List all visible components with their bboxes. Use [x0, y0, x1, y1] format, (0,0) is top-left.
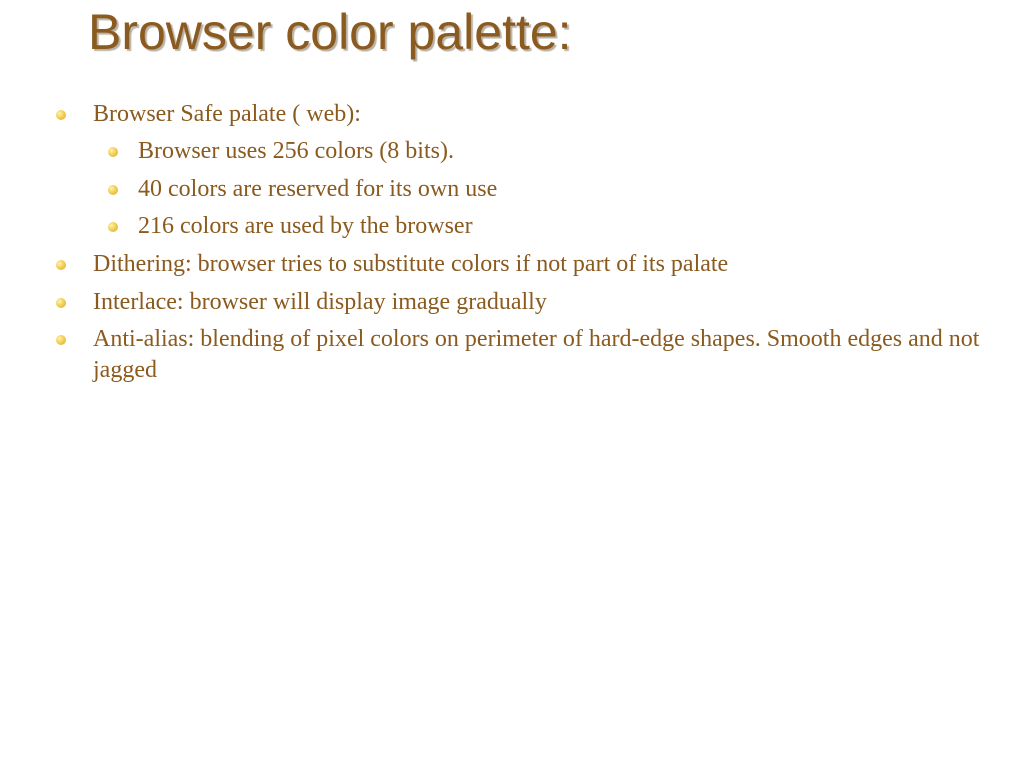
list-item-text: Browser uses 256 colors (8 bits). — [138, 138, 454, 164]
list-item-text: 216 colors are used by the browser — [138, 213, 473, 239]
bullet-dot-icon — [56, 298, 66, 308]
list-item — [93, 99, 998, 130]
list-item — [93, 249, 998, 280]
list-item — [138, 211, 998, 242]
list-item-text: Dithering: browser tries to substitute colors if not part of its palate — [93, 251, 729, 277]
bullet-dot-icon — [108, 147, 118, 157]
bullet-dot-icon — [56, 110, 66, 120]
list-item — [93, 324, 998, 386]
list-item — [138, 174, 998, 205]
list-item-text: 40 colors are reserved for its own use — [138, 176, 498, 202]
bullet-dot-icon — [56, 335, 66, 345]
list-item-text: Interlace: browser will display image gradually — [93, 289, 547, 315]
list-item-text: Browser Safe palate ( web): — [93, 101, 361, 127]
bullet-dot-icon — [56, 260, 66, 270]
list-item — [138, 136, 998, 167]
bullet-dot-icon — [108, 185, 118, 195]
list-item-text: Anti-alias: blending of pixel colors on perimeter of hard-edge shapes. Smooth edges and not jagged — [93, 326, 980, 383]
list-item — [93, 287, 998, 318]
slide-title: Browser color palette: — [88, 4, 572, 60]
bullet-dot-icon — [108, 222, 118, 232]
